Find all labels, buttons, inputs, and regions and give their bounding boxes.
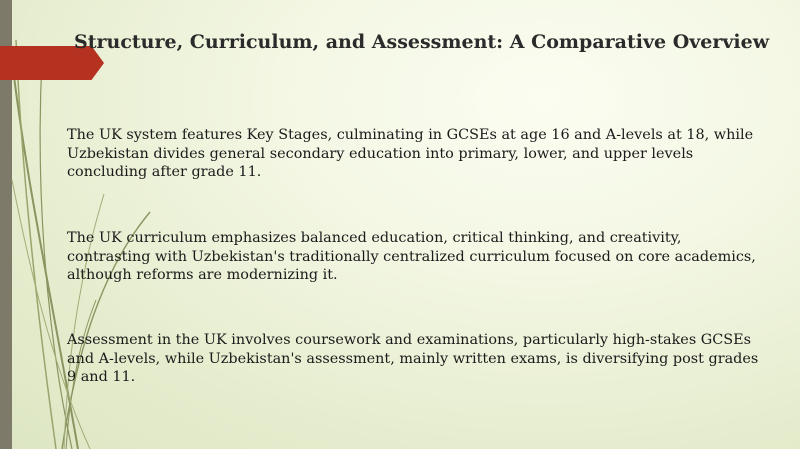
grass-stem bbox=[16, 40, 56, 449]
paragraph-curriculum: The UK curriculum emphasizes balanced education, critical thinking, and creativity, contrasting with Uzbekistan's traditionally centralized curriculum focused on core academics, although reforms are modernizing it. bbox=[67, 230, 756, 283]
grass-stem bbox=[12, 180, 90, 449]
paragraph-assessment: Assessment in the UK involves coursework and examinations, particularly high-stakes GCSEs and A-levels, while Uzbekistan's assessment, mainly written exams, is diversifying post grades 9 and 11. bbox=[67, 332, 759, 385]
slide-title: Structure, Curriculum, and Assessment: A Comparative Overview bbox=[74, 31, 770, 53]
paragraph-structure: The UK system features Key Stages, culminating in GCSEs at age 16 and A-levels at 18, while Uzbekistan divides general secondary education into primary, lower, and upper levels concluding after grade 11. bbox=[67, 127, 754, 180]
